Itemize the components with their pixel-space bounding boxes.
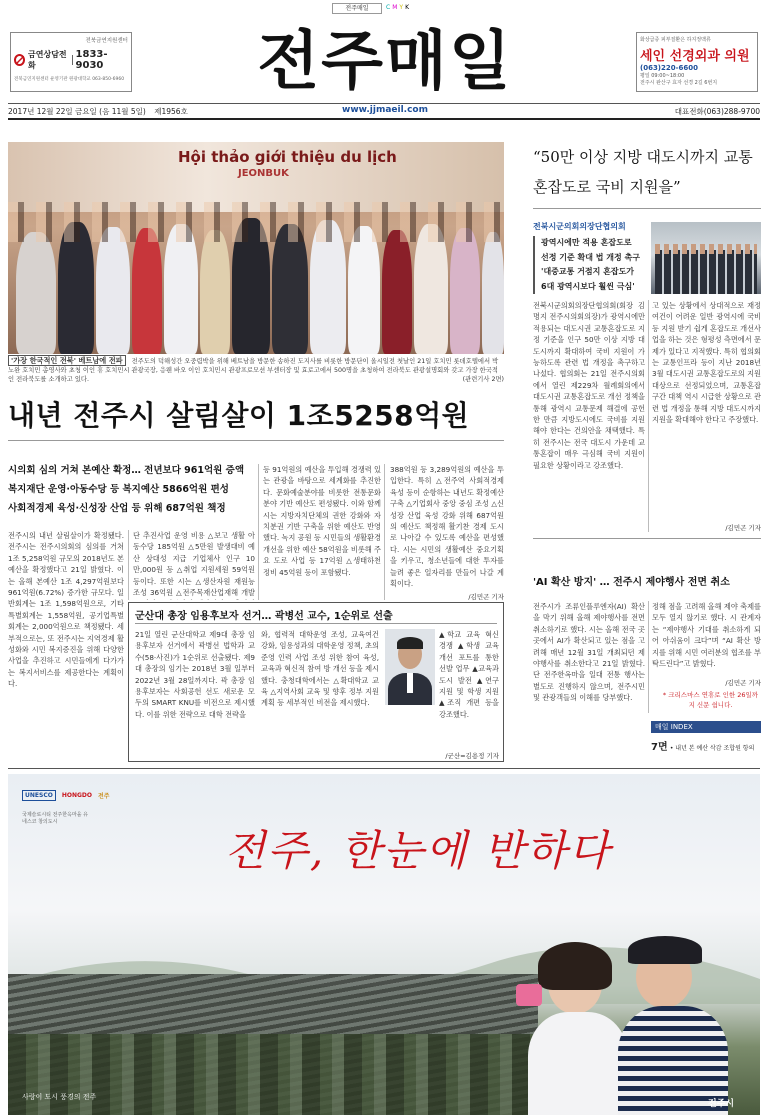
right1-body: 전북시군의회의장단협의회(회장 김명지 전주시의회의장)가 광역시에만 적용되는 대도시권 교통혼잡도로 지정 기준을 인구 50만 이상 지방 대도시까지 확대하여 국비 지원이 가능하도록 관련 법 개정을 촉구하고 나섰다. 협의회는 21일 전주시의회에서 열린 제229차 월례회의에서 대도시권 교통혼잡도로 개선 정책을 통해 광역시 교통문제 해결에 공헌한 만큼 지방도시에도 국비를 지원해야 한다는 건의안을 채택했다. 특히 전주시는 전국 대도시 가운데 교통혼잡이 매우 극심해 국비 지원이 필요한 상황이라고 강조했다. (533, 301, 645, 470)
main-col-4: 388억원 등 3,289억원의 예산을 투입한다. 특히 △전주역 사회적경제 육성 등이 순항하는 내년도 확정예산 구축 △기업회사 중앙 중심 조성 △신성장 산업 육성 강화 위해 687억원의 예산도 책정해 활기찬 경제 도시로 나아갈 수 있도록 예산을 편성했다. 시는 시민의 생활예산 중요기획을 키우고, 청소년들에 대한 투자를 늘려 좋은 일자리를 만들어 나갈 계획이다. (390, 465, 504, 589)
hongdo-logo: HONGDO (61, 792, 92, 799)
cmyk-k: K (405, 4, 409, 11)
right1-body2: 고 있는 상황에서 상대적으로 재정 여건이 어려운 일반 광역시에 국비 등 지원 받기 쉽게 혼잡도로 개선사업을 하는 것은 형평성 측면에서 문제가 있다고 지적했다. 특히 협의회는 교통인프라 등이 지난 2018년 3월 대도시권 교통혼잡도로의 지원 대상으로 선정되었으며, 교통혼잡 구간 대책 역시 시급한 상황으로 관련 법 개정을 통해 지방 대도시까지 지원을 확대해야 한다고 주장했다. (652, 301, 761, 425)
boxed-col-2: 와, 협력적 대학운영 조성, 교육여건 강화, 임용성과의 대학운영 정책, 초의 준영 인력 사업 조성 위한 참여 육성, 교육과 혁신적 참여 방 개선 등을 제시했다. 충청대학에서는 △확대학교 교육 △지역사회 교육 및 향후 정부 지원 계획 등 세부적인 비전을 제시했다. (261, 630, 379, 708)
right2-body: 전주시가 조류인플루엔자(AI) 확산을 막기 위해 올해 제야행사를 전면 취소하기로 했다. 시는 올해 전국 곳곳에서 AI가 확산되고 있는 점을 고려해 매년 12월 31일 개최되던 제야행사를 취소한다고 21일 밝혔다. 단 전주한옥마을 일대 전통 행사는 별도로 진행하지 않으며, 전주시민 및 관광객들의 이해를 당부했다. (533, 602, 645, 703)
cmyk-marks (386, 4, 409, 11)
left-ad-number: 1833-9030 (75, 49, 108, 71)
right-ad-hours: 평일 09:00~18:00 (640, 73, 685, 79)
right1-bullets (533, 236, 643, 294)
index-page: 7면 (651, 742, 668, 753)
main-col-1: 전주시의 내년 살림살이가 확정됐다. 전주시는 전주시의회의 심의를 거쳐 1조 5,258억원 규모의 2018년도 본예산을 확정했다고 21일 밝혔다. 이는 올해 본예산 1조 4,297억원보다 961억원(6.72%) 증가한 규모다. 일반회계는 1조 1,598억원으로, 기타특별회계는 1,558억원, 공기업특별회계는 2,000억원으로 책정됐다. 세부적으로는, 또 전주시는 지역경제 활성화와 시민 복지증진을 위해 다양한 사업을 추진하고 시민들에게 다가가는 복지서비스를 제공한다는 계획이다. (8, 531, 124, 689)
lead-photo-caption (8, 356, 504, 384)
right1-bullet-4: 6대 광역시보다 훨씬 극심' (541, 281, 635, 291)
lead-photo (8, 142, 504, 354)
main-credit: /김민곤 기자 (468, 593, 504, 601)
right2-note: * 크리스마스 연휴로 인한 26일까지 신문 쉽니다. (662, 691, 759, 709)
left-ad-org: 전북금연지원센터 (85, 38, 128, 44)
masthead-issue: 제1956호 (154, 107, 188, 116)
top-label: 전주매일 (332, 3, 382, 14)
left-ad-fine: 전북금연지원센터 운영기관 원광대학교 063-850-6960 (14, 77, 125, 82)
index-label: 매일 INDEX (651, 721, 761, 733)
jeonju-logo: 전주 (97, 793, 110, 800)
ad-photo-caption: 사랑이 도시 풍경의 전주 (22, 1093, 97, 1101)
right-ad-top: 화상급증 피부질환은 하지정맥류 (640, 37, 711, 43)
right-ad (636, 32, 758, 92)
main-subheads (8, 461, 258, 518)
no-smoking-icon (14, 54, 25, 66)
ad-footer: 전주시 (708, 1099, 735, 1109)
main-col-2: 단 추진사업 운영 비용 △보고 생활 아동수당 185억원 △5만원 발생대비 예산 상대성 지급 기업체사 인구 10만,000원 등 △취업 지원세원 59억원 등이다. 또한 시는 △생산자원 재원능 조성 36억원 △전주목재산업재해 개발 (133, 531, 255, 598)
masthead-title: 전주매일 (257, 25, 513, 99)
right1-label: 전북시군의회의장단협의회 (533, 222, 626, 231)
cmyk-m: M (392, 4, 398, 11)
index-row (651, 738, 761, 753)
right1-photo (651, 222, 761, 294)
right1-bullet-2: 선정 기준 확대 법 개정 촉구 (541, 252, 640, 262)
ad-logos (22, 790, 110, 801)
masthead-date: 2017년 12월 22일 금요일 (음 11월 5일) (8, 107, 146, 116)
right2-credit: /김민곤 기자 (725, 679, 761, 687)
lead-caption-title: '가장 한국적인 전북' 베트남에 전파 (8, 355, 126, 366)
masthead-phone: 대표전화(063)288-9700 (674, 107, 760, 116)
lead-caption-credit: (관련기사 2면) (462, 376, 504, 383)
main-sub2: 복지재단 운영·아동수당 등 복지예산 5866억원 편성 (8, 484, 229, 495)
right1-credit: /김민곤 기자 (725, 524, 761, 532)
cmyk-c: C (386, 4, 391, 11)
boxed-story (128, 602, 504, 762)
date-line (8, 106, 188, 117)
unesco-logo: UNESCO (22, 790, 56, 801)
right2-body2: 정해 점을 고려해 올해 제야 축제를 모두 열지 않기로 했다. 시 관계자는 “제야행사 기대를 취소하게 되어 아쉬움이 크다”며 “AI 확산 방지를 위해 시민 여러분의 협조를 부탁드린다”고 밝혔다. (652, 602, 761, 669)
right-ad-addr: 전주시 완산구 효자 선경 2길 6번지 (640, 80, 718, 86)
lead-photo-banner2: JEONBUK (238, 168, 289, 179)
ad-couple (508, 924, 748, 1115)
masthead-url[interactable]: www.jjmaeil.com (342, 105, 428, 115)
right-ad-phone: (063)220-6600 (640, 64, 699, 72)
right1-bullet-1: 광역시에만 적용 혼잡도로 (541, 238, 632, 247)
ad-slogan: 전주, 한눈에 반하다 (224, 826, 612, 875)
left-ad-label: 금연상담전화 (28, 50, 67, 70)
left-ad (10, 32, 132, 92)
main-sub3: 사회적경제 육성·신성장 산업 등 위해 687억원 책정 (8, 503, 226, 514)
boxed-portrait (385, 629, 435, 705)
main-headline: 내년 전주시 살림살이 1조5258억원 (8, 399, 470, 432)
main-col-3: 등 91억원의 예산을 투입해 경쟁력 있는 관광을 바탕으로 세계화를 추진한다. 문화예술분야를 비롯한 전통문화 분야 기반 예산도 편성됐다. 이와 함께 시는 지방자치단체의 권한 강화와 자치분권 기반 구축을 위한 예산도 반영했다. 녹지 공원 등 시민들의 생활환경 개선을 위한 예산 58억원을 비롯해 주요 도로 사업 등 17억원 △생태하천 정비 45억원 등이 포함됐다. (263, 465, 381, 577)
boxed-credit: /군산=김용정 기자 (445, 752, 499, 760)
lead-caption-body: 전주도의 덕해성간 오중렴박을 위해 베트남을 방문한 송하진 도지사를 비롯한 방문단이 올시일전 첫날인 21일 호치민 롯데호텔에서 박노완 호치민 총영사와 초청 이인 휴 호치민시 관광국장, 응웬 바오 이인 호치민시 관광프로모션 부센터장 및 효로고에서 500명을 초청하여 전라북도 관광설명회와 갖고 가장 한국적인 전라북도를 소개하고 있다. (8, 358, 499, 383)
ad-logo-caption: 국제슬로시티 전주한옥마을 유네스코 창의도시 (22, 812, 88, 825)
boxed-col-1: 21일 열린 군산대학교 제9대 총장 임용후보자 선거에서 곽병선 법학과 교수(58·사진)가 1순위로 선출됐다. 제9대 총장의 임기는 2018년 3월 일부터 2022년 3월 28일까지다. 곽 총장 임용후보자는 사회공헌 선도 새로운 모두의 SMART KNU를 비전으로 제시했다. 이를 위한 전략으로 대학 전략을 (135, 630, 255, 719)
lead-photo-banner: Hội thảo giới thiệu du lịch (178, 148, 397, 166)
boxed-headline: 군산대 총장 임용후보자 선거… 곽병선 교수, 1순위로 선출 (135, 611, 393, 622)
right2-headline: 'AI 확산 방지' … 전주시 제야행사 전면 취소 (533, 577, 730, 588)
right1-quote: “50만 이상 지방 대도시까지 교통혼잡도로 국비 지원을” (533, 148, 753, 196)
boxed-col-3: ▲학교 교육 혁신 경쟁 ▲학생 교육 개선 포트를 통한 선발 업무 ▲교육과 도시 발전 ▲연구 지원 및 학생 지원 ▲조직 개편 등을 강조했다. (439, 630, 499, 719)
ad-banner (8, 774, 760, 1115)
index-text: • 내년 본 예산 삭감 조합원 항의 (669, 745, 755, 752)
right-ad-name: 세인 선경외과 의원 (640, 49, 750, 64)
right1-bullet-3: '대중교통 거점지 혼잡도가 (541, 267, 635, 276)
main-sub1: 시의회 심의 거쳐 본예산 확정… 전년보다 961억원 증액 (8, 465, 245, 476)
cmyk-y: Y (399, 4, 404, 11)
